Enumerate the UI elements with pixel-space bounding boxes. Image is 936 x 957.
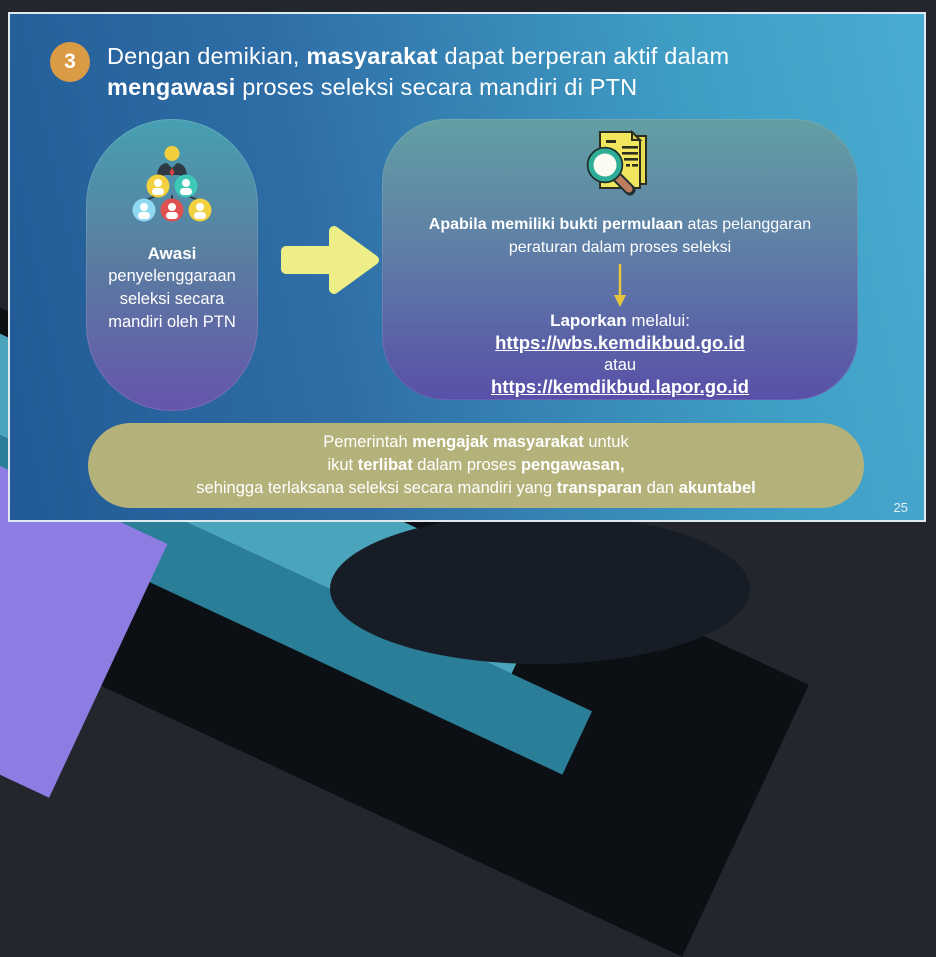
down-arrow-icon bbox=[611, 262, 629, 308]
supervision-pill bbox=[86, 119, 258, 411]
slide-title bbox=[107, 41, 867, 103]
condition-line2: peraturan dalam proses seleksi bbox=[508, 239, 732, 256]
title-segment-bold: mengawasi bbox=[107, 74, 236, 100]
title-segment: dapat berperan aktif dalam bbox=[437, 43, 730, 69]
decor-navy-ellipse bbox=[330, 514, 750, 664]
laporkan-bold: Laporkan bbox=[550, 311, 627, 330]
pill-heading: Awasi bbox=[147, 244, 197, 263]
report-card bbox=[382, 119, 858, 400]
laporkan-rest: melalui: bbox=[626, 311, 690, 330]
title-segment: Dengan demikian, bbox=[107, 43, 307, 69]
lapor-link[interactable]: https://kemdikbud.lapor.go.id bbox=[491, 376, 749, 397]
org-chart-people-icon bbox=[130, 143, 214, 228]
right-arrow-icon bbox=[278, 215, 382, 305]
page-number: 25 bbox=[893, 500, 908, 515]
badge-number: 3 bbox=[64, 50, 76, 73]
title-segment-bold: masyarakat bbox=[306, 43, 438, 69]
footer-line-2: ikut terlibat dalam proses pengawasan, bbox=[327, 456, 625, 474]
pill-line: mandiri oleh PTN bbox=[108, 313, 236, 331]
wbs-link[interactable]: https://wbs.kemdikbud.go.id bbox=[495, 332, 745, 353]
pill-line: penyelenggaraan bbox=[108, 267, 236, 285]
footer-pill bbox=[88, 423, 864, 508]
report-instruction bbox=[550, 310, 690, 332]
pill-line: seleksi secara bbox=[119, 290, 225, 308]
or-text: atau bbox=[603, 356, 637, 374]
condition-bold: Apabila memiliki bukti permulaan bbox=[428, 216, 684, 233]
slide-number-badge bbox=[50, 42, 90, 82]
title-segment: proses seleksi secara mandiri di PTN bbox=[235, 74, 638, 100]
condition-text bbox=[429, 213, 811, 259]
footer-line-3: sehingga terlaksana seleksi secara mandiri yang transparan dan akuntabel bbox=[196, 479, 756, 497]
document-magnifier-icon bbox=[584, 130, 656, 205]
presentation-slide bbox=[8, 12, 926, 522]
condition-rest: atas pelanggaran bbox=[683, 216, 812, 233]
footer-line-1: Pemerintah mengajak masyarakat untuk bbox=[323, 433, 629, 451]
